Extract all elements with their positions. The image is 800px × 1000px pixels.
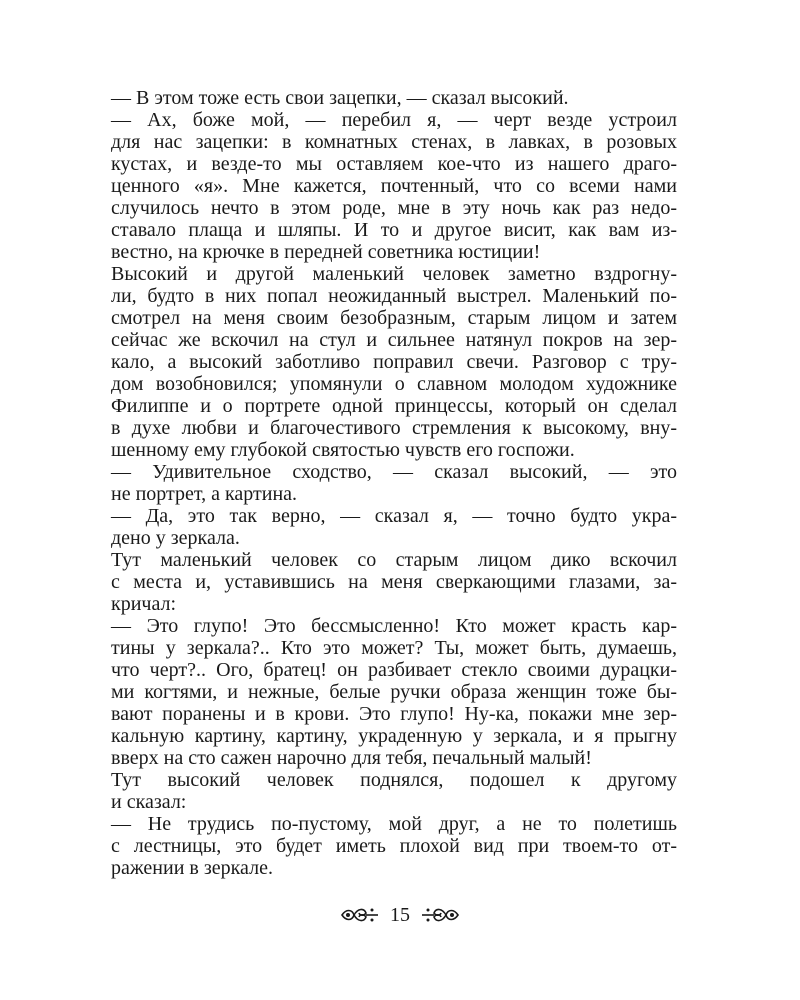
text-line: — Это глупо! Это бессмысленно! Кто может красть кар- [111, 615, 677, 637]
text-line: ставало плаща и шляпы. И то и другое висит, как вам из- [111, 219, 677, 241]
text-line: — Удивительное сходство, — сказал высокий, — это [111, 461, 677, 483]
text-line: вают поранены и в крови. Это глупо! Ну-ка, покажи мне зер- [111, 703, 677, 725]
text-line: не портрет, а картина. [111, 483, 298, 505]
text-line: кало, а высокий заботливо поправил свечи. Разговор с тру- [111, 351, 677, 373]
text-line: Высокий и другой маленький человек заметно вздрогну- [111, 263, 677, 285]
text-line: кальную картину, картину, украденную у зеркала, и я прыгну [111, 725, 677, 747]
page-footer [0, 900, 800, 930]
body-text [111, 87, 677, 879]
text-line: ми когтями, и нежные, белые ручки образа женщин тоже бы- [111, 681, 677, 703]
text-line: с лестницы, это будет иметь плохой вид при твоем-то от- [111, 835, 677, 857]
text-line: случилось нечто в этом роде, мне в эту ночь как раз недо- [111, 197, 677, 219]
text-line: кустах, и везде-то мы оставляем кое-что из нашего драго- [111, 153, 677, 175]
text-line: Филиппе и о портрете одной принцессы, который он сделал [111, 395, 677, 417]
text-line: — Не трудись по-пустому, мой друг, а не то полетишь [111, 813, 677, 835]
text-line: дом возобновился; упомянули о славном молодом художнике [111, 373, 677, 395]
text-line: — Ах, боже мой, — перебил я, — черт везде устроил [111, 109, 677, 131]
text-line: что черт?.. Ого, братец! он разбивает стекло своими дурацки- [111, 659, 677, 681]
text-line: ражении в зеркале. [111, 857, 273, 879]
page-number: 15 [390, 904, 410, 926]
text-line: смотрел на меня своим безобразным, старым лицом и затем [111, 307, 677, 329]
left-ornament-icon [340, 904, 380, 926]
text-line: и сказал: [111, 791, 187, 813]
text-line: — Да, это так верно, — сказал я, — точно будто укра- [111, 505, 677, 527]
text-line: Тут маленький человек со старым лицом дико вскочил [111, 549, 677, 571]
text-line: с места и, уставившись на меня сверкающими глазами, за- [111, 571, 677, 593]
text-line: вверх на сто сажен нарочно для тебя, печальный малый! [111, 747, 592, 769]
text-line: — В этом тоже есть свои зацепки, — сказал высокий. [111, 87, 569, 109]
right-ornament-icon [420, 904, 460, 926]
text-line: шенному ему глубокой святостью чувств его госпожи. [111, 439, 575, 461]
text-line: вестно, на крючке в передней советника юстиции! [111, 241, 541, 263]
text-line: для нас зацепки: в комнатных стенах, в лавках, в розовых [111, 131, 677, 153]
text-line: тины у зеркала?.. Кто это может? Ты, может быть, думаешь, [111, 637, 677, 659]
text-line: дено у зеркала. [111, 527, 240, 549]
text-line: Тут высокий человек поднялся, подошел к другому [111, 769, 677, 791]
text-line: ли, будто в них попал неожиданный выстрел. Маленький по- [111, 285, 677, 307]
text-line: в духе любви и благочестивого стремления к высокому, вну- [111, 417, 677, 439]
text-line: ценного «я». Мне кажется, почтенный, что со всеми нами [111, 175, 677, 197]
text-line: кричал: [111, 593, 177, 615]
text-line: сейчас же вскочил на стул и сильнее натянул покров на зер- [111, 329, 677, 351]
